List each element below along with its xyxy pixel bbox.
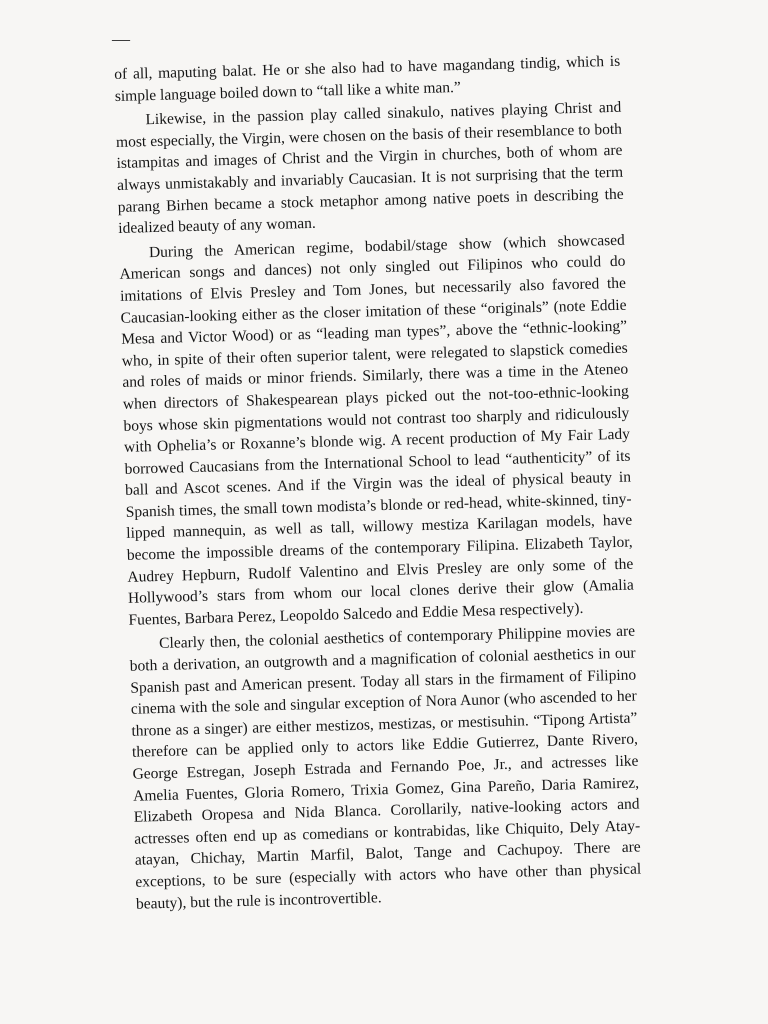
paragraph-3: During the American regime, bodabil/stage show (which showcased American songs and dances) not only singled out Filipinos who could do imitations of Elvis Presley and Tom Jones, but necessarily also favored the Caucasian-looking either as the closer imitation of these “originals” (note Eddie Mesa and Victor Wood) or as “leading man types”, above the “ethnic-looking” who, in spite of their often superior talent, were relegated to slapstick comedies and roles of maids or minor friends. Similarly, there was a time in the Ateneo when directors of Shakespearean plays picked out the not-too-ethnic-looking boys whose skin pigmentations would not contrast too sharply and ridiculously with Ophelia’s or Roxanne’s blonde wig. A recent production of My Fair Lady borrowed Caucasians from the International School to lead “authenticity” of its ball and Ascot scenes. And if the Virgin was the ideal of physical beauty in Spanish times, the small town modista’s blonde or red-head, white-skinned, tiny-lipped mannequin, as well as tall, willowy mestiza Karilagan models, have become the impossible dreams of the contemporary Filipina. Elizabeth Taylor, Audrey Hepburn, Rudolf Valentino and Elvis Presley are only some of the Hollywood’s stars from whom our local clones derive their glow (Amalia Fuentes, Barbara Perez, Leopoldo Salcedo and Eddie Mesa respectively). bbox=[119, 231, 635, 629]
ink-mark-icon: — bbox=[112, 29, 130, 49]
paragraph-4: Clearly then, the colonial aesthetics of contemporary Philippine movies are both a derivation, an outgrowth and a magnification of colonial aesthetics in our Spanish past and American present. Today all stars in the firmament of Filipino cinema with the sole and singular exception of Nora Aunor (who ascended to her throne as a singer) are either mestizos, mestizas, or mestisuhin. “Tipong Artista” therefore can be applied only to actors like Eddie Gutierrez, Dante Rivero, George Estregan, Joseph Estrada and Fernando Poe, Jr., and actresses like Amelia Fuentes, Gloria Romero, Trixia Gomez, Gina Pareño, Daria Ramirez, Elizabeth Oropesa and Nida Blanca. Corollarily, native-looking actors and actresses often end up as comedians or kontrabidas, like Chiquito, Dely Atay-atayan, Chichay, Martin Marfil, Balot, Tange and Cachupoy. There are exceptions, to be sure (especially with actors who have other than physical beauty), but the rule is incontrovertible. bbox=[129, 622, 642, 913]
paragraph-1: of all, maputing balat. He or she also had to have magandang tindig, which is simple language boiled down to “tall like a white man.” bbox=[114, 52, 621, 105]
body-text bbox=[114, 51, 642, 915]
paragraph-2: Likewise, in the passion play called sinakulo, natives playing Christ and most especially, the Virgin, were chosen on the basis of their resemblance to both istampitas and images of Christ and the Virgin in churches, both of whom are always unmistakably and invariably Caucasian. It is not surprising that the term parang Birhen became a stock metaphor among native poets in describing the idealized beauty of any woman. bbox=[115, 98, 624, 238]
